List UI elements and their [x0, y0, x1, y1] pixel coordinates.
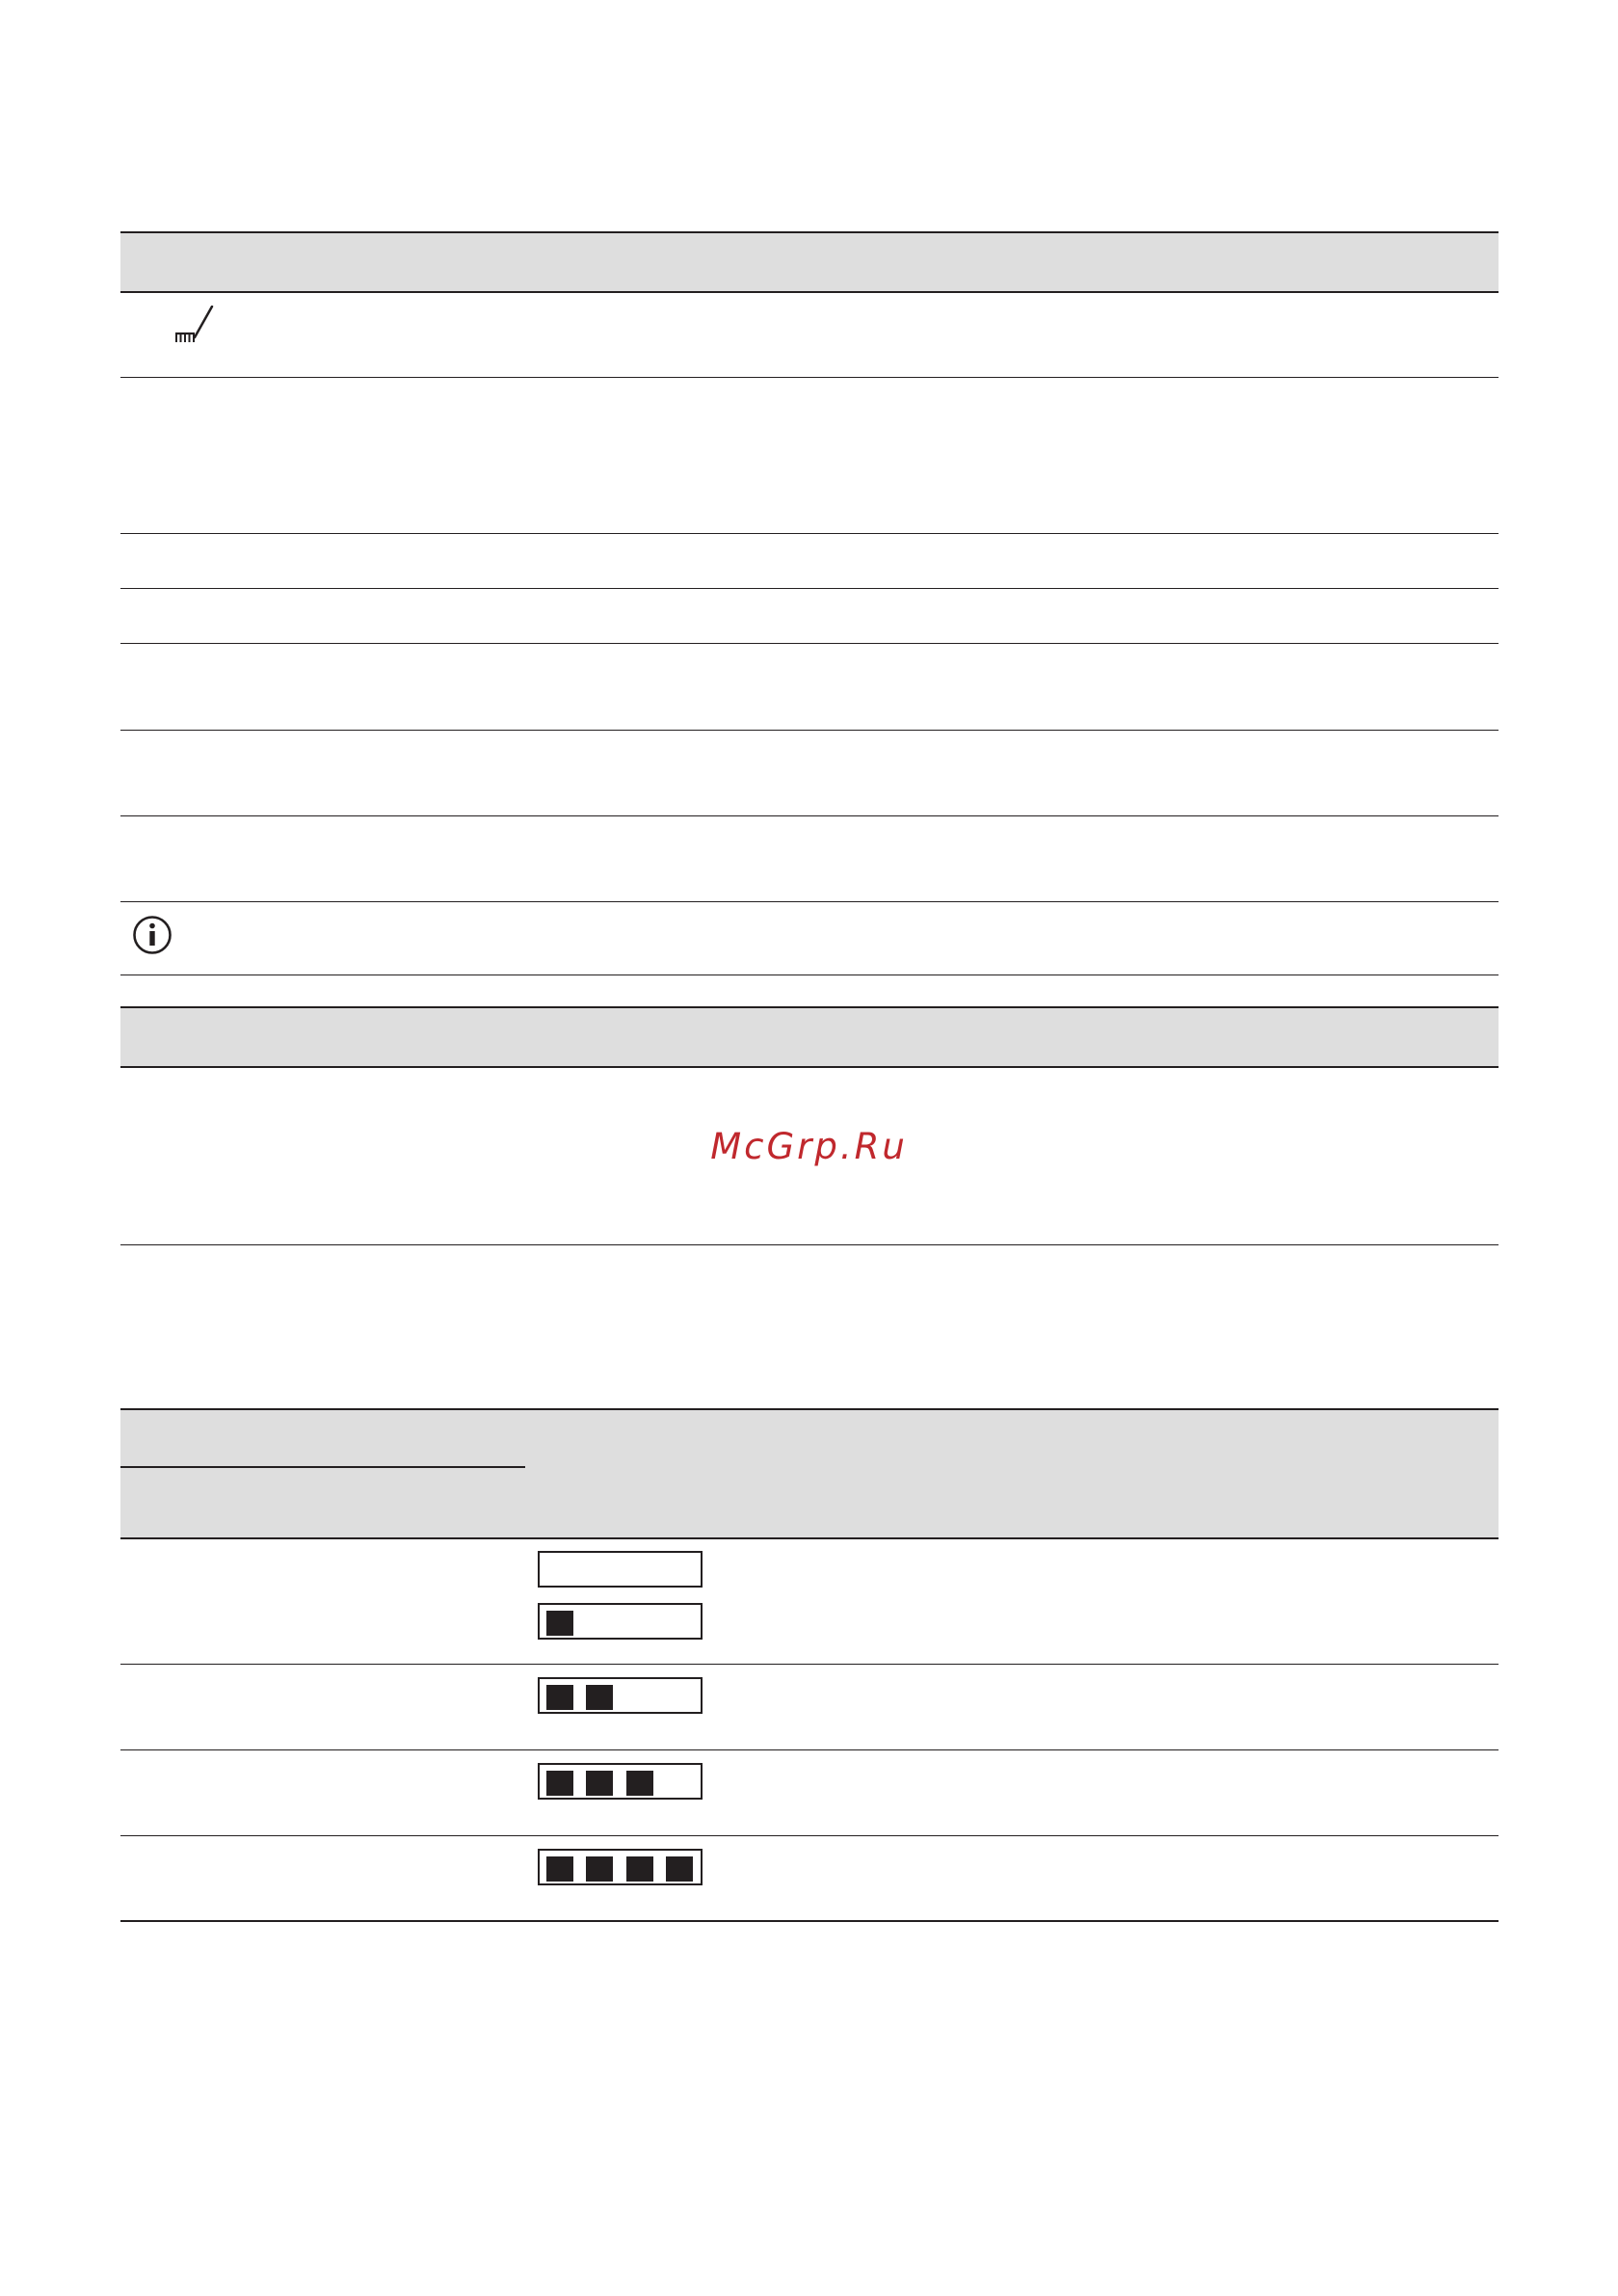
table1-row-rule-3 [120, 588, 1499, 589]
level-segment [626, 1856, 653, 1882]
level-indicator [538, 1551, 703, 1588]
watermark: McGrp.Ru [710, 1126, 908, 1167]
table1-bottom-rule [120, 974, 1499, 975]
table3-header-band [120, 1409, 1499, 1537]
table1-top-rule [120, 231, 1499, 233]
cleaning-brush-icon [173, 306, 214, 344]
level-indicator [538, 1677, 703, 1714]
info-circle-icon [132, 915, 172, 955]
table1-row-rule-2 [120, 533, 1499, 534]
level-indicator [538, 1763, 703, 1800]
level-indicator [538, 1849, 703, 1885]
table3-bottom-rule [120, 1920, 1499, 1922]
table1-row-rule-1 [120, 377, 1499, 378]
table3-row-rule-1 [120, 1664, 1499, 1665]
level-segment [626, 1771, 653, 1796]
level-segment [546, 1685, 573, 1710]
level-segment [546, 1611, 573, 1636]
table2-header-rule [120, 1066, 1499, 1068]
table3-header-rule [120, 1537, 1499, 1539]
table3-row-rule-2 [120, 1749, 1499, 1750]
table1-row-rule-7 [120, 901, 1499, 902]
table1-row-rule-4 [120, 643, 1499, 644]
level-segment [546, 1856, 573, 1882]
table1-header-rule [120, 291, 1499, 293]
table3-row-rule-3 [120, 1835, 1499, 1836]
table1-row-rule-5 [120, 730, 1499, 731]
level-segment [586, 1856, 613, 1882]
level-segment [666, 1856, 693, 1882]
level-segment [586, 1685, 613, 1710]
level-segment [546, 1771, 573, 1796]
level-indicator [538, 1603, 703, 1640]
level-segment [586, 1771, 613, 1796]
table2-top-rule [120, 1006, 1499, 1008]
table2-bottom-rule [120, 1244, 1499, 1245]
table3-subheader-rule [120, 1466, 525, 1468]
table2-header-band [120, 1007, 1499, 1066]
table3-top-rule [120, 1408, 1499, 1410]
table1-header-band [120, 232, 1499, 291]
table1-row-rule-6 [120, 815, 1499, 816]
